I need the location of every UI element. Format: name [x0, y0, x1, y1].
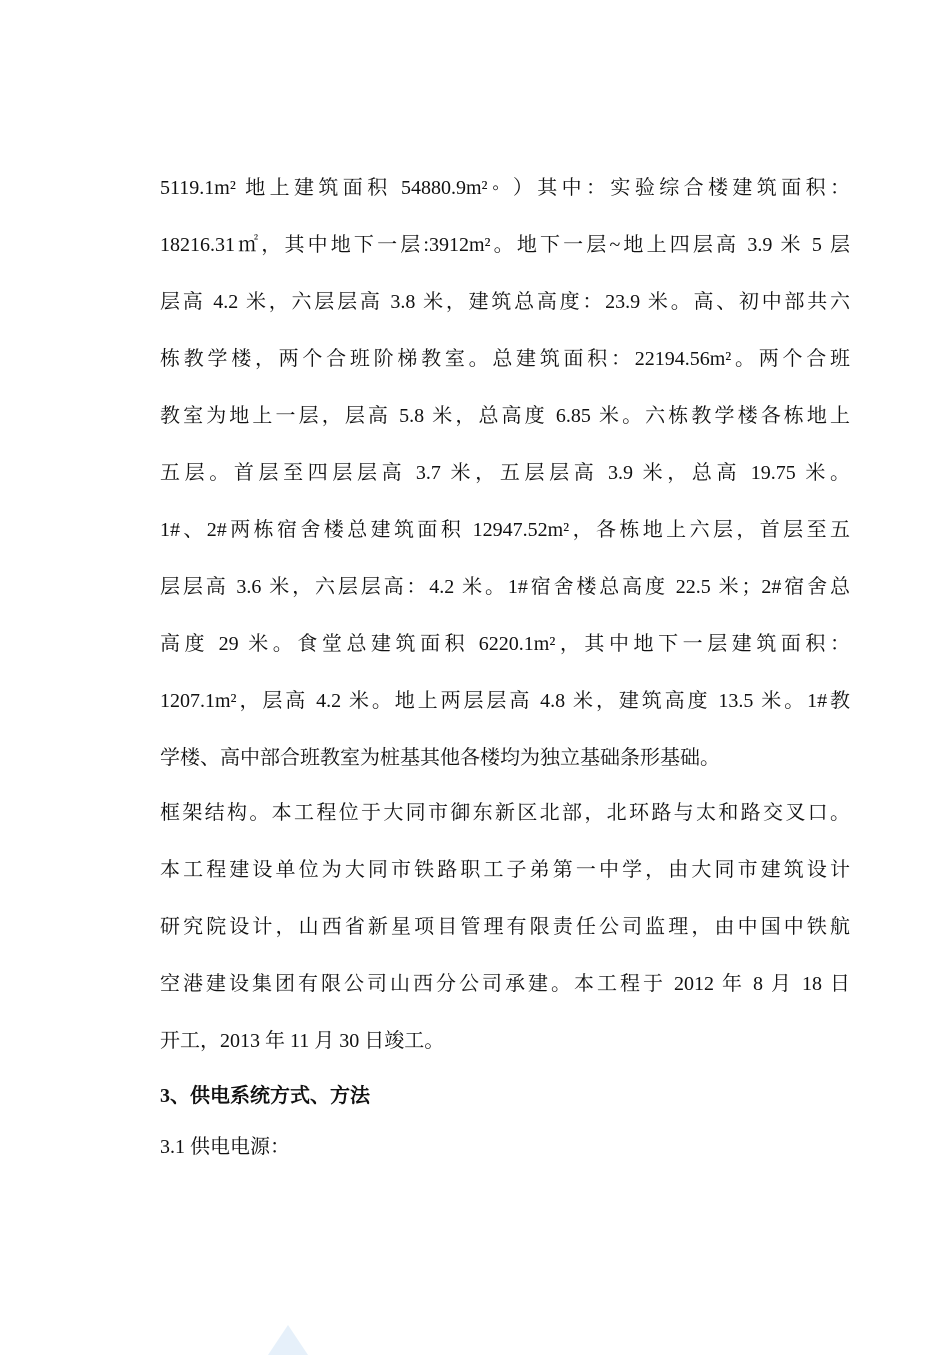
body-line-2: 18216.31㎡，其中地下一层:3912m²。地下一层~地上四层高 3.9 米 5 层 — [160, 234, 850, 256]
body-line-6: 五层。首层至四层层高 3.7 米，五层层高 3.9 米，总高 19.75 米。 — [160, 462, 850, 484]
body-line-11: 学楼、高中部合班教室为桩基其他各楼均为独立基础条形基础。 — [160, 747, 720, 769]
body-line-13: 本工程建设单位为大同市铁路职工子弟第一中学，由大同市建筑设计 — [160, 859, 850, 881]
section-heading: 3、供电系统方式、方法 — [160, 1085, 370, 1107]
body-line-16: 开工，2013 年 11 月 30 日竣工。 — [160, 1030, 445, 1052]
body-line-5: 教室为地上一层，层高 5.8 米，总高度 6.85 米。六栋教学楼各栋地上 — [160, 405, 850, 427]
body-line-7: 1#、2#两栋宿舍楼总建筑面积 12947.52m²，各栋地上六层，首层至五 — [160, 519, 850, 541]
body-line-1: 5119.1m² 地上建筑面积 54880.9m²◦ ）其中：实验综合楼建筑面积： — [160, 177, 850, 199]
watermark-mark — [268, 1325, 308, 1355]
subsection-heading: 3.1 供电电源： — [160, 1136, 290, 1158]
body-line-10: 1207.1m²，层高 4.2 米。地上两层层高 4.8 米，建筑高度 13.5 米。1#教 — [160, 690, 850, 712]
body-line-15: 空港建设集团有限公司山西分公司承建。本工程于 2012 年 8 月 18 日 — [160, 973, 850, 995]
body-line-9: 高度 29 米。食堂总建筑面积 6220.1m²，其中地下一层建筑面积： — [160, 633, 850, 655]
body-line-3: 层高 4.2 米，六层层高 3.8 米，建筑总高度：23.9 米。高、初中部共六 — [160, 291, 850, 313]
body-line-14: 研究院设计，山西省新星项目管理有限责任公司监理，由中国中铁航 — [160, 916, 850, 938]
body-line-12: 框架结构。本工程位于大同市御东新区北部，北环路与太和路交叉口。 — [160, 802, 850, 824]
body-line-4: 栋教学楼，两个合班阶梯教室。总建筑面积：22194.56m²。两个合班 — [160, 348, 850, 370]
body-line-8: 层层高 3.6 米，六层层高：4.2 米。1#宿舍楼总高度 22.5 米；2#宿舍总 — [160, 576, 850, 598]
